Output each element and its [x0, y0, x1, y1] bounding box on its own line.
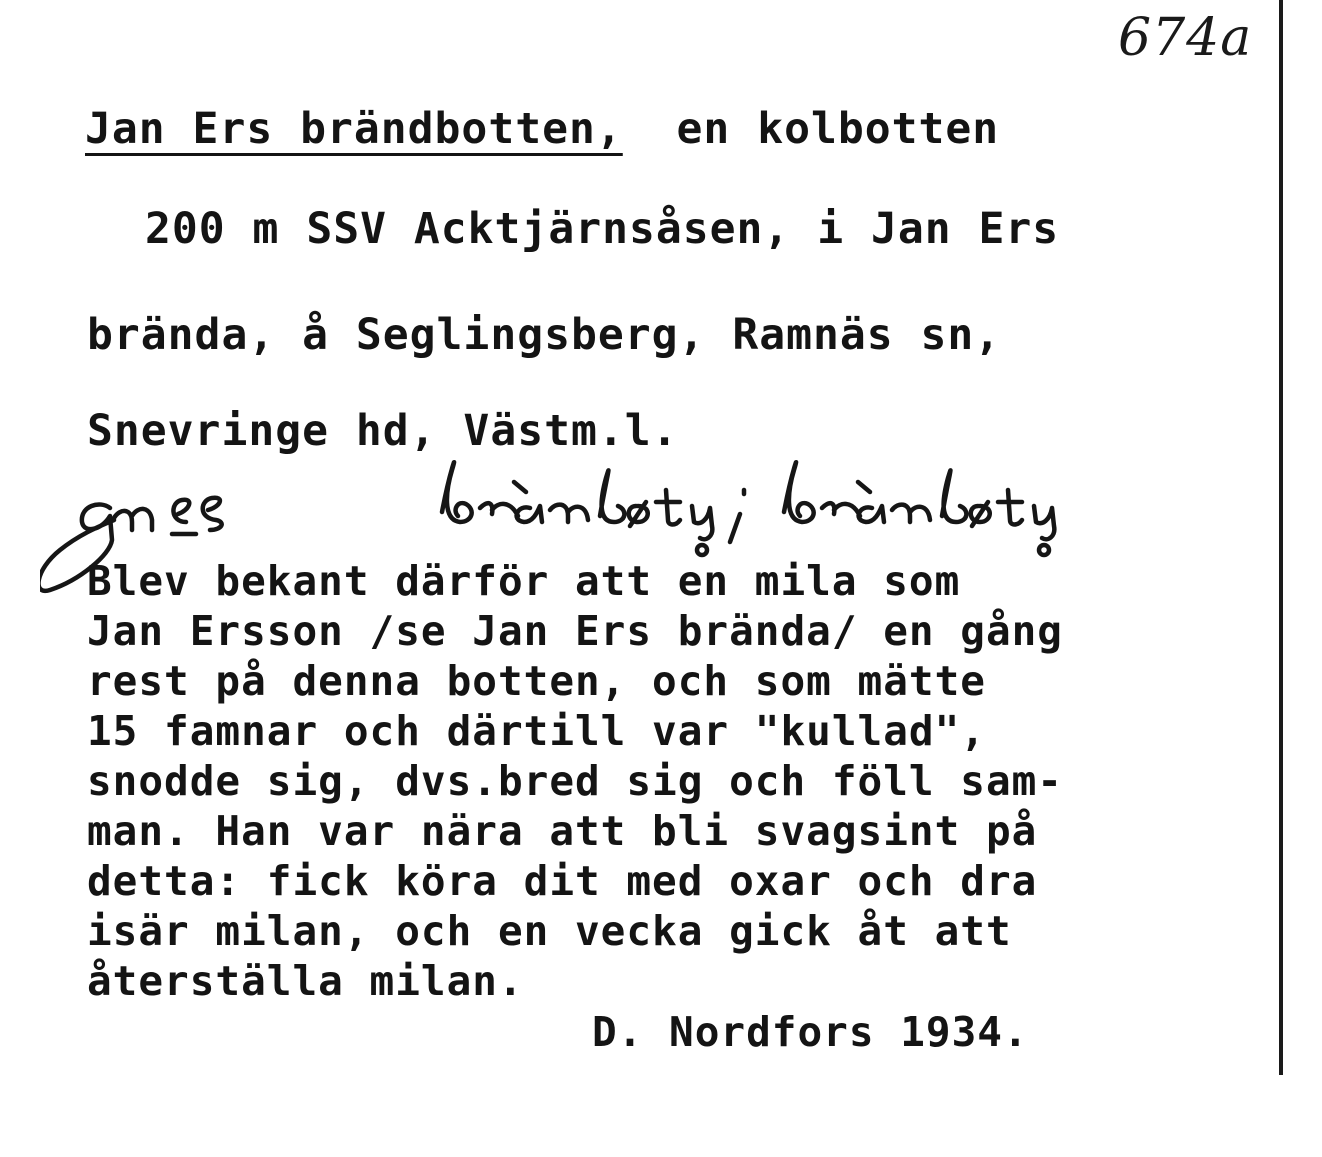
card-heading	[85, 104, 1000, 154]
body-line-1: Blev bekant därför att en mila som	[87, 557, 961, 605]
card-number: 674a	[1118, 8, 1253, 68]
location-line-1: 200 m SSV Acktjärnsåsen, i Jan Ers	[145, 204, 1060, 254]
body-line-4: 15 famnar och därtill var "kullad",	[87, 707, 986, 755]
place-name: Jan Ers brändbotten,	[85, 104, 623, 154]
heading-description: en kolbotten	[622, 104, 1000, 154]
body-line-3: rest på denna botten, och som mätte	[87, 657, 986, 705]
body-line-8: isär milan, och en vecka gick åt att	[87, 907, 1012, 955]
location-line-3: Snevringe hd, Västm.l.	[87, 406, 679, 456]
body-line-6: man. Han var nära att bli svagsint på	[87, 807, 1038, 855]
card-body	[87, 556, 1267, 1006]
card-edge-line	[1279, 0, 1283, 1075]
body-line-2: Jan Ersson /se Jan Ers brända/ en gång	[87, 607, 1063, 655]
body-line-7: detta: fick köra dit med oxar och dra	[87, 857, 1038, 905]
body-line-9: återställa milan.	[87, 957, 524, 1005]
location-line-2: brända, å Seglingsberg, Ramnäs sn,	[87, 310, 1002, 360]
signature: D. Nordfors 1934.	[592, 1008, 1029, 1056]
body-line-5: snodde sig, dvs.bred sig och föll sam-	[87, 757, 1063, 805]
